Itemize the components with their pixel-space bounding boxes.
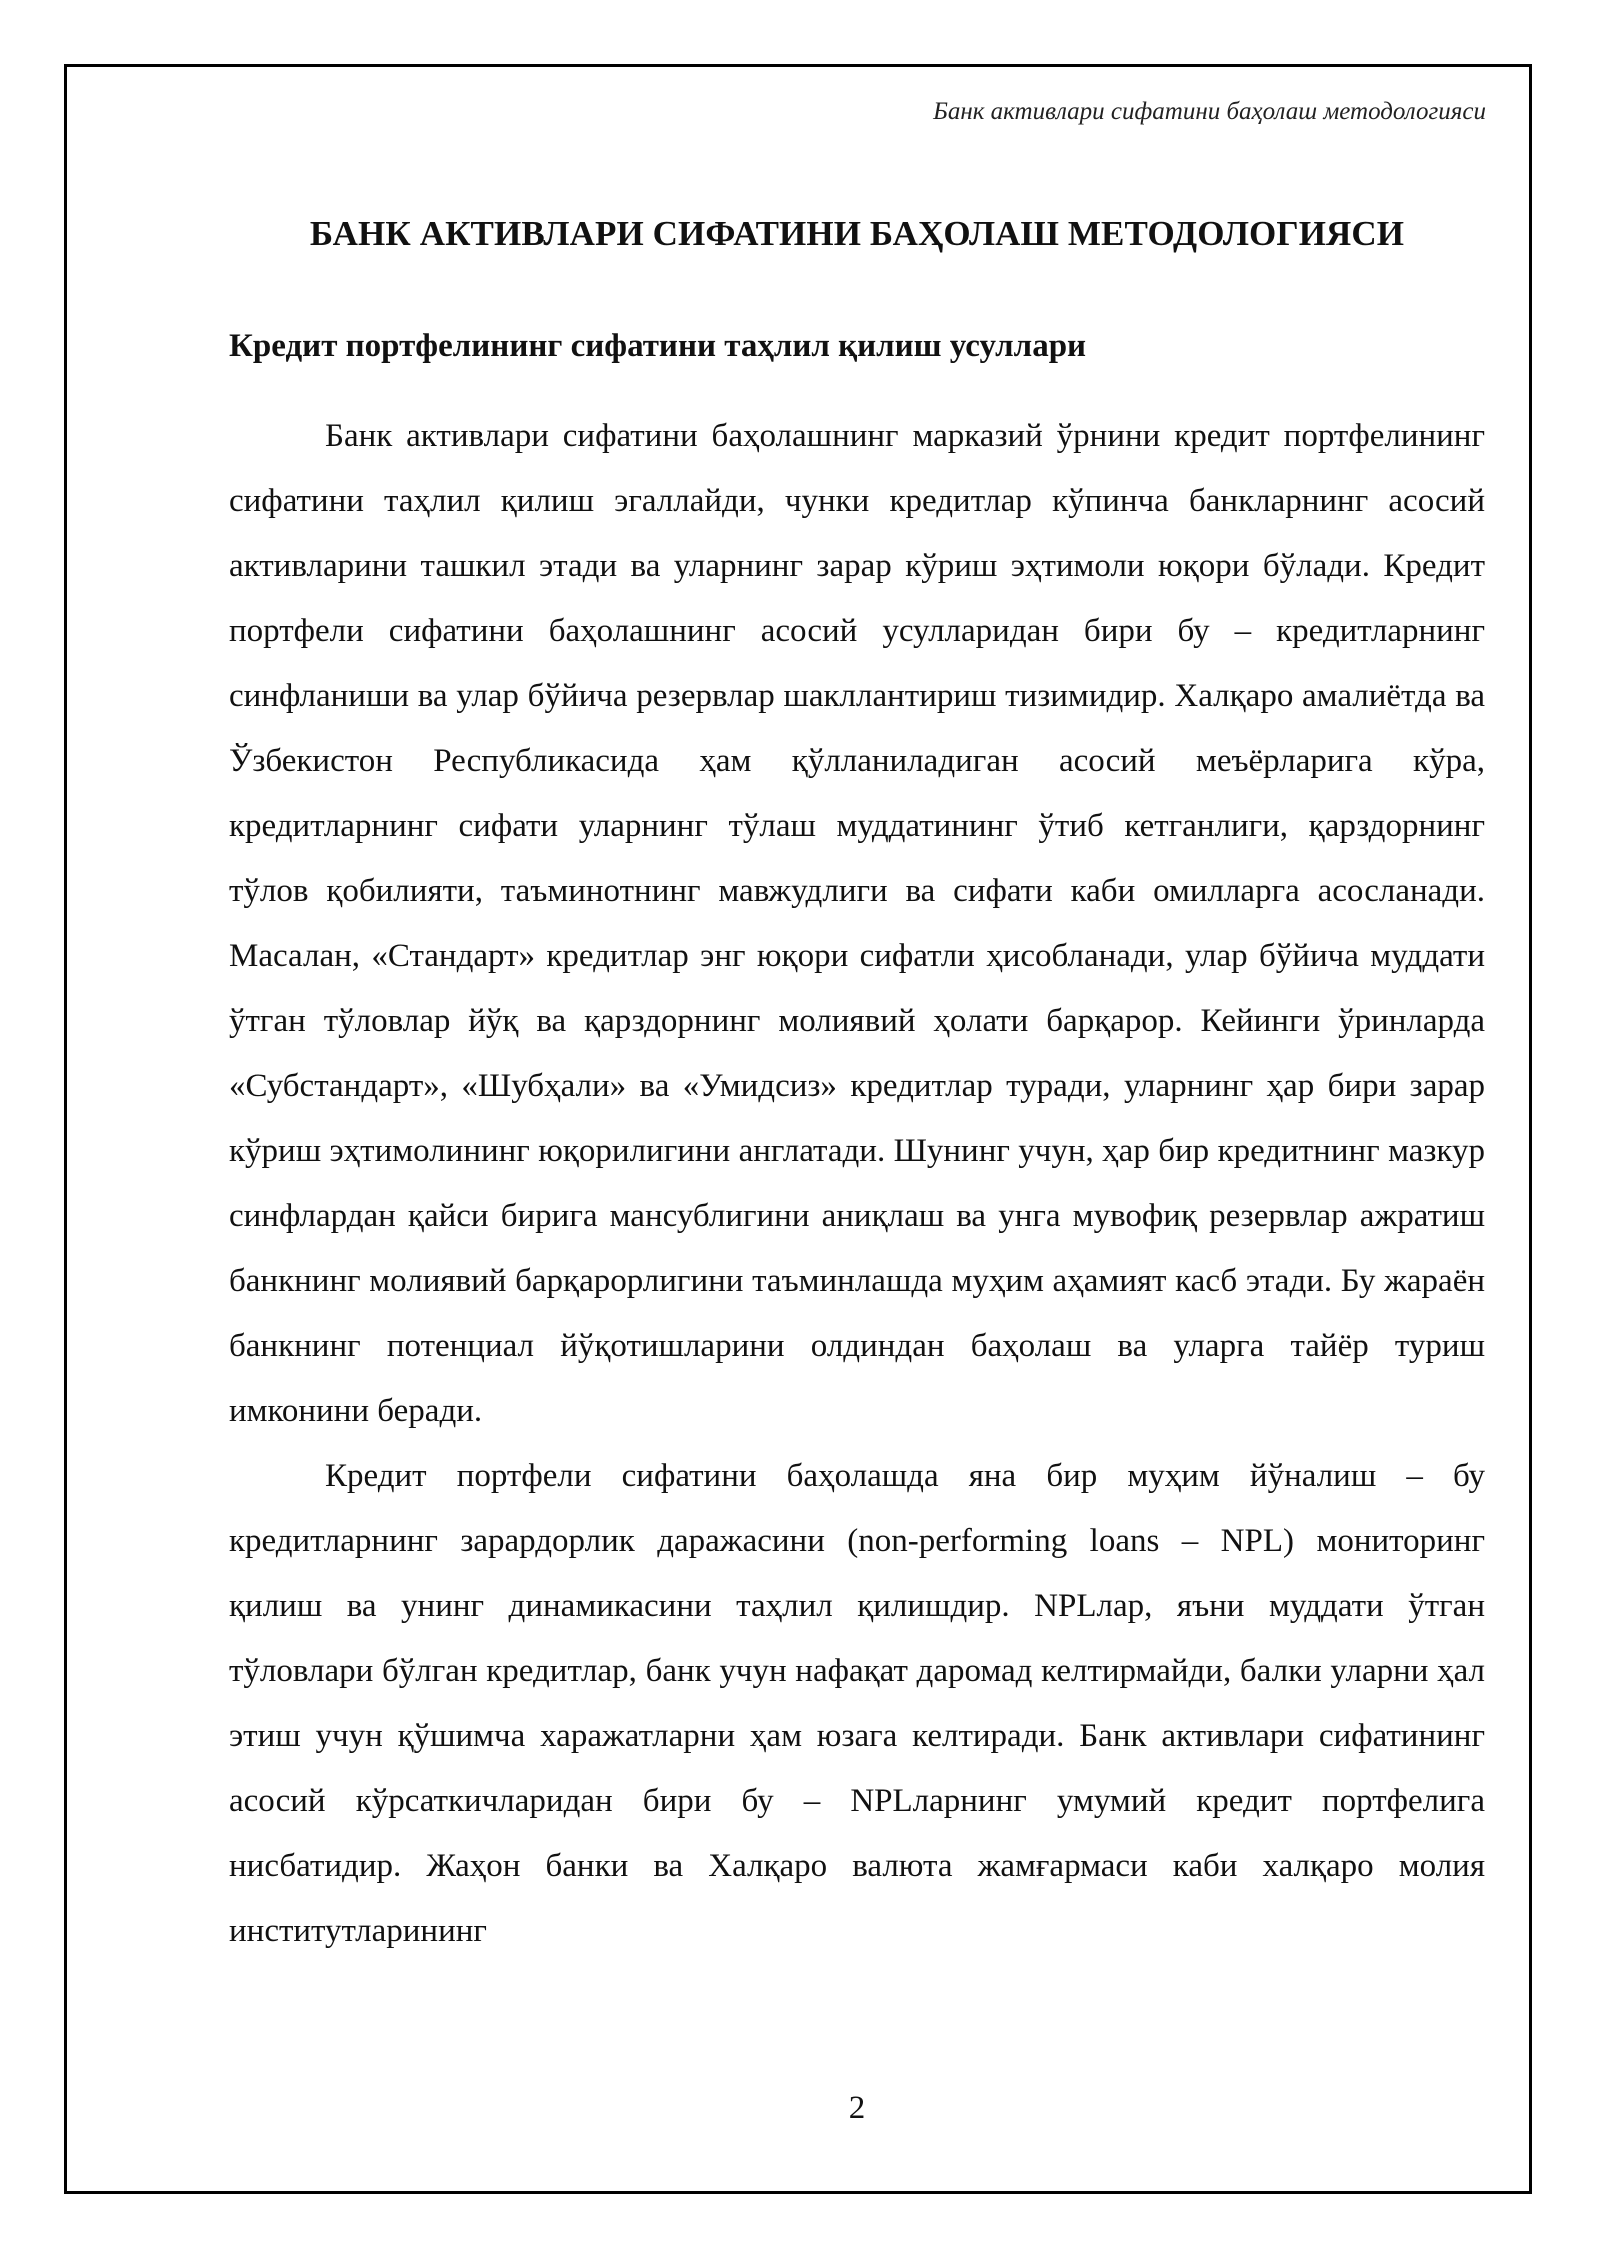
paragraph-1: Банк активлари сифатини баҳолашнинг марказий ўрнини кредит портфелининг сифатини таҳлил қилиш эгаллайди, чунки кредитлар кўпинча банкларнинг асосий активларини ташкил этади ва уларнинг зарар кўриш эҳтимоли юқори бўлади. Кредит портфели сифатини баҳолашнинг асосий усулларидан бири бу – кредитларнинг синфланиши ва улар бўйича резервлар шакллантириш тизимидир. Халқаро амалиётда ва Ўзбекистон Республикасида ҳам қўлланиладиган асосий меъёрларига кўра, кредитларнинг сифати уларнинг тўлаш муддатининг ўтиб кетганлиги, қарздорнинг тўлов қобилияти, таъминотнинг мавжудлиги ва сифати каби омилларга асосланади. Масалан, «Стандарт» кредитлар энг юқори сифатли ҳисобланади, улар бўйича муддати ўтган тўловлар йўқ ва қарздорнинг молиявий ҳолати барқарор. Кейинги ўринларда «Субстандарт», «Шубҳали» ва «Умидсиз» кредитлар туради, уларнинг ҳар бири зарар кўриш эҳтимолининг юқорилигини англатади. Шунинг учун, ҳар бир кредитнинг мазкур синфлардан қайси бирига мансублигини аниқлаш ва унга мувофиқ резервлар ажратиш банкнинг молиявий барқарорлигини таъминлашда муҳим аҳамият касб этади. Бу жараён банкнинг потенциал йўқотишларини олдиндан баҳолаш ва уларга тайёр туриш имконини беради. — [229, 418, 1485, 1429]
running-header: Банк активлари сифатини баҳолаш методологияси — [933, 98, 1486, 125]
document-title: БАНК АКТИВЛАРИ СИФАТИНИ БАҲОЛАШ МЕТОДОЛОГИЯСИ — [309, 214, 1405, 253]
body-text — [229, 404, 1485, 1964]
section-heading: Кредит портфелининг сифатини таҳлил қилиш усуллари — [229, 328, 1087, 364]
page-number: 2 — [848, 2090, 866, 2126]
paragraph-2: Кредит портфели сифатини баҳолашда яна бир муҳим йўналиш – бу кредитларнинг зарардорлик даражасини (non-performing loans – NPL) мониторинг қилиш ва унинг динамикасини таҳлил қилишдир. NPLлар, яъни муддати ўтган тўловлари бўлган кредитлар, банк учун нафақат даромад келтирмайди, балки уларни ҳал этиш учун қўшимча харажатларни ҳам юзага келтиради. Банк активлари сифатининг асосий кўрсаткичларидан бири бу – NPLларнинг умумий кредит портфелига нисбатидир. Жаҳон банки ва Халқаро валюта жамғармаси каби халқаро молия институтларининг — [229, 1458, 1485, 1949]
